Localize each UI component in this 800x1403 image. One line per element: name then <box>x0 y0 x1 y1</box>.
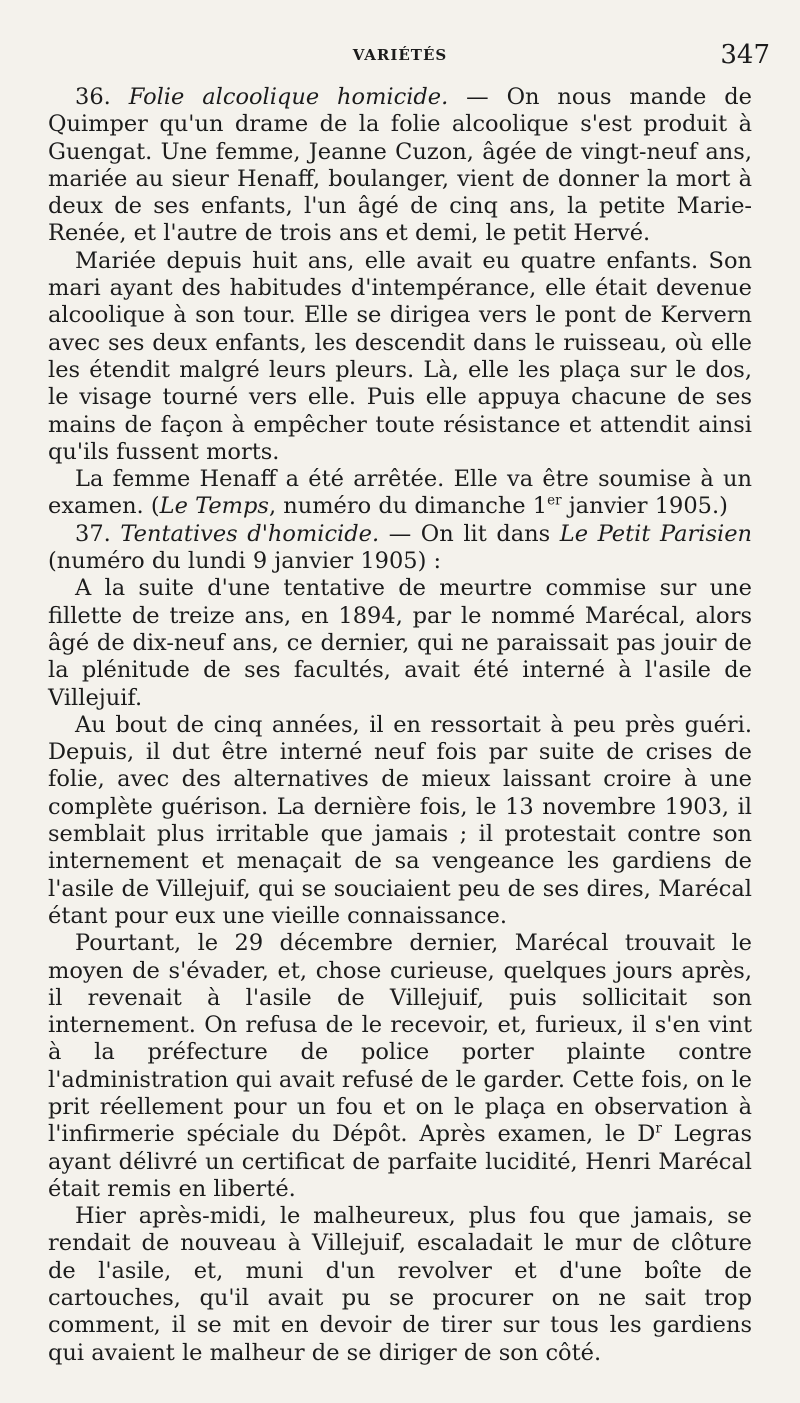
paragraph <box>48 712 752 930</box>
text-run: , numéro du dimanche 1 <box>268 493 548 520</box>
text-run: Mariée depuis huit ans, elle avait eu quatre enfants. Son mari ayant des habitudes d'intempérance, elle était devenue alcoolique à son tour. Elle se dirigea vers le pont de Kervern avec ses deux enfants, les descendit dans le ruisseau, où elle les étendit malgré leurs pleurs. Là, elle les plaça sur le dos, le visage tourné vers elle. Puis elle appuya chacune de ses mains de façon à empêcher toute résistance et attendit ainsi qu'ils fussent morts. <box>48 247 752 465</box>
paragraph <box>48 466 752 521</box>
text-run: Au bout de cinq années, il en ressortait à peu près guéri. Depuis, il dut être interné neuf fois par suite de crises de folie, avec des alternatives de mieux laissant croire à une complète guérison. La dernière fois, le 13 novembre 1903, il semblait plus irritable que jamais ; il protestait contre son internement et menaçait de sa vengeance les gardiens de l'asile de Villejuif, qui se souciaient peu de ses dires, Marécal étant pour eux une vieille connaissance. <box>48 711 752 929</box>
text-run: Legras ayant délivré un certificat de parfaite lucidité, Henri Marécal était remis en liberté. <box>48 1121 752 1202</box>
italic-text: Folie alcoolique homicide. <box>128 84 449 110</box>
text-run: Hier après-midi, le malheureux, plus fou que jamais, se rendait de nouveau à Villejuif, escaladait le mur de clôture de l'asile, et, muni d'un revolver et d'une boîte de cartouches, qu'il avait pu se procurer on ne sait trop comment, il se mit en devoir de tirer sur tous les gardiens qui avaient le malheur de se diriger de son côté. <box>48 1203 752 1366</box>
running-title: VARIÉTÉS <box>352 46 448 64</box>
italic-text: Le Temps <box>159 493 269 520</box>
paragraph <box>48 248 752 466</box>
running-head <box>0 40 800 70</box>
text-run: — On nous mande de Quimper qu'un drame de la folie alcoolique s'est produit à Guengat. Une femme, Jeanne Cuzon, âgée de vingt-neuf ans, mariée au sieur Henaff, boulanger, vient de donner la mort à deux de ses enfants, l'un âgé de cinq ans, la petite Marie-Renée, et l'autre de trois ans et demi, le petit Hervé. <box>48 84 752 247</box>
text-run: Pourtant, le 29 décembre dernier, Marécal trouvait le moyen de s'évader, et, chose curieuse, quelques jours après, il revenait à l'asile de Villejuif, puis sollicitait son internement. On refusa de le recevoir, et, furieux, il s'en vint à la préfecture de police porter plainte contre l'administration qui avait refusé de le garder. Cette fois, on le prit réellement pour un fou et on le plaça en observation à l'infirmerie spéciale du Dépôt. Après examen, le D <box>48 930 752 1148</box>
text-run: 36. <box>75 84 129 110</box>
paragraph <box>48 575 752 711</box>
paragraph <box>48 84 752 248</box>
text-run: 37. <box>75 520 121 547</box>
paragraph <box>48 930 752 1203</box>
text-run: janvier 1905.) <box>561 493 728 520</box>
page-number: 347 <box>720 40 770 70</box>
body-text <box>48 84 752 1367</box>
text-run: (numéro du lundi 9 janvier 1905) : <box>48 548 442 575</box>
italic-text: Tentatives d'homicide. <box>120 520 380 547</box>
paragraph <box>48 1203 752 1367</box>
superscript-text: er <box>547 492 562 509</box>
italic-text: Le Petit Parisien <box>559 520 752 547</box>
text-run: — On lit dans <box>379 520 560 547</box>
superscript-text: r <box>655 1120 662 1137</box>
paragraph <box>48 521 752 576</box>
text-run: A la suite d'une tentative de meurtre commise sur une fillette de treize ans, en 1894, par le nommé Marécal, alors âgé de dix-neuf ans, ce dernier, qui ne paraissait pas jouir de la plénitude de ses facultés, avait été interné à l'asile de Villejuif. <box>48 575 752 711</box>
text-run: La femme Henaff a été arrêtée. Elle va être soumise à un examen. ( <box>48 466 752 520</box>
